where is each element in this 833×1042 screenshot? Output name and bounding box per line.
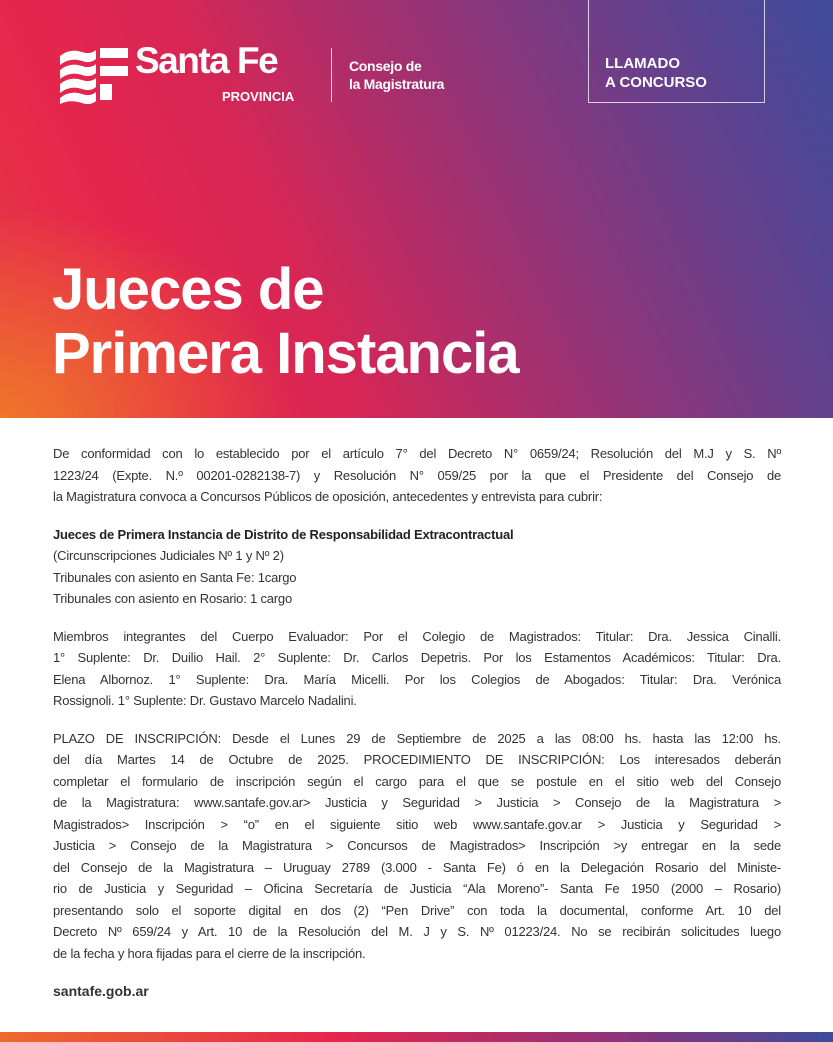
position-details	[53, 545, 781, 610]
text-line: Tribunales con asiento en Rosario: 1 cargo	[53, 591, 292, 606]
text-line: completar el formulario de inscripción según el cargo para el que se postule en el sitio web del Consejo	[53, 773, 781, 789]
header-banner	[0, 0, 833, 418]
badge-line-2: A CONCURSO	[605, 74, 707, 91]
santa-fe-logo-icon	[60, 46, 128, 104]
text-line: 1223/24 (Expte. N.º 00201-0282138-7) y Resolución N° 059/25 por la que el Presidente del Consejo de	[53, 467, 781, 483]
text-line: Miembros integrantes del Cuerpo Evaluador: Por el Colegio de Magistrados: Titular: Dra. Jessica Cinalli.	[53, 628, 781, 644]
text-line: 1° Suplente: Dr. Duilio Hail. 2° Suplente: Dr. Carlos Depetris. Por los Estamentos Académicos: Titular: Dra.	[53, 650, 781, 665]
position-title: Jueces de Primera Instancia de Distrito de Responsabilidad Extracontractual	[53, 526, 514, 542]
text-line: Rossignoli. 1° Suplente: Dr. Gustavo Marcelo Nadalini.	[53, 693, 357, 708]
intro-paragraph	[53, 443, 781, 508]
website-link[interactable]: santafe.gob.ar	[53, 983, 149, 999]
text-line: presentando solo el soporte digital en dos (2) “Pen Drive” con toda la documental, conforme Art. 10 del	[53, 902, 781, 918]
position-block	[53, 524, 781, 610]
registration-paragraph	[53, 728, 781, 965]
call-badge	[605, 54, 707, 92]
logo-divider	[331, 48, 332, 102]
text-line: Magistrados> Inscripción > “o” en el siguiente sitio web www.santafe.gov.ar > Justicia y Seguridad >	[53, 816, 781, 832]
text-line: Elena Albornoz. 1° Suplente: Dra. María Micelli. Por los Colegios de Abogados: Titular: Dra. Verónica	[53, 671, 781, 687]
brand-subtitle: PROVINCIA	[222, 89, 295, 104]
text-line: del día Martes 14 de Octubre de 2025. PROCEDIMIENTO DE INSCRIPCIÓN: Los interesados deberán	[53, 752, 781, 767]
text-line: rio de Justicia y Seguridad – Oficina Secretaría de Justicia “Ala Moreno”- Santa Fe 1950 (2000 – Rosario)	[53, 881, 781, 896]
organization-name	[349, 57, 444, 93]
text-line: de la fecha y hora fijadas para el cierre de la inscripción.	[53, 945, 366, 961]
text-line: Decreto Nº 659/24 y Art. 10 de la Resolución del M. J y S. Nº 01223/24. No se recibirán solicitudes luego	[53, 924, 781, 939]
title-line-1: Jueces de	[52, 257, 324, 322]
evaluators-paragraph	[53, 626, 781, 712]
text-line: la Magistratura convoca a Concursos Públicos de oposición, antecedentes y entrevista para cubrir:	[53, 489, 603, 504]
page-title	[52, 258, 519, 386]
text-line: del Consejo de la Magistratura – Uruguay 2789 (3.000 - Santa Fe) ó en la Delegación Rosario del Ministe-	[53, 859, 781, 875]
text-line: De conformidad con lo establecido por el artículo 7° del Decreto N° 0659/24; Resolución del M.J y S. Nº	[53, 446, 781, 461]
text-line: de la Magistratura: www.santafe.gov.ar> Justicia y Seguridad > Justicia > Consejo de la Magistratura >	[53, 795, 781, 810]
text-line: (Circunscripciones Judiciales Nº 1 y Nº 2)	[53, 548, 284, 563]
bottom-gradient-bar	[0, 1032, 833, 1042]
badge-line-1: LLAMADO	[605, 55, 680, 72]
text-line: PLAZO DE INSCRIPCIÓN: Desde el Lunes 29 de Septiembre de 2025 a las 08:00 hs. hasta las 12:00 hs.	[53, 730, 781, 746]
text-line: Tribunales con asiento en Santa Fe: 1cargo	[53, 569, 297, 585]
title-line-2: Primera Instancia	[52, 321, 519, 386]
org-line-2: la Magistratura	[349, 76, 445, 92]
brand-name: Santa Fe	[135, 40, 278, 81]
org-line-1: Consejo de	[349, 58, 422, 74]
document-body	[53, 443, 781, 964]
text-line: Justicia > Consejo de la Magistratura > Concursos de Magistrados> Inscripción >y entregar en la sede	[53, 838, 781, 853]
